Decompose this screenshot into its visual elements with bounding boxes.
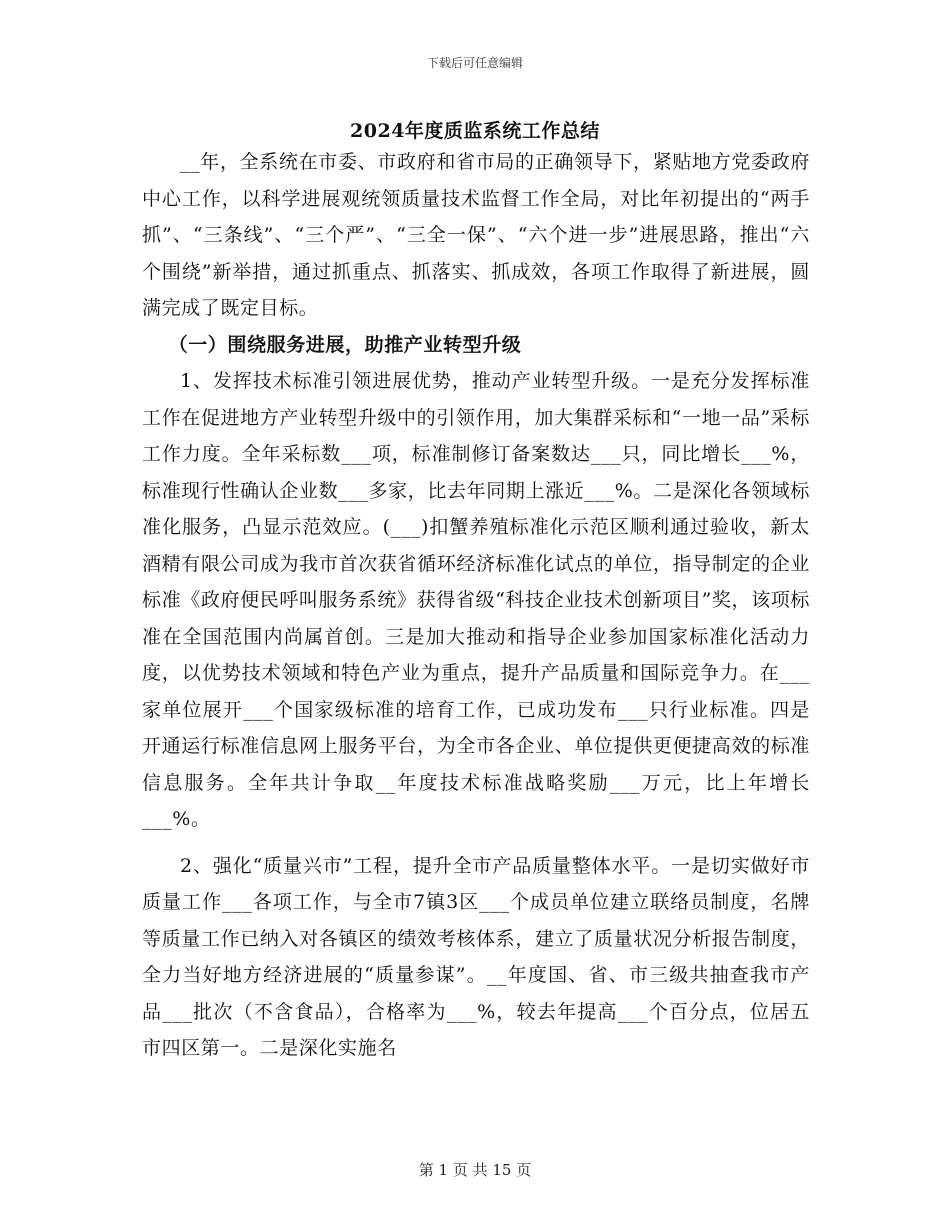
document-body (142, 144, 810, 1067)
section-heading: （一）围绕服务进展，助推产业转型升级 (168, 333, 522, 356)
body-paragraph-1: 1、发挥技术标准引领进展优势，推动产业转型升级。一是充分发挥标准工作在促进地方产业转型升级中的引领作用，加大集群采标和“一地一品”采标工作力度。全年采标数___项，标准制修订备案数达___只，同比增长___%，标准现行性确认企业数___多家，比去年同期上涨近___%。二是深化各领域标准化服务，凸显示范效应。(___)扣蟹养殖标准化示范区顺利通过验收，新太酒精有限公司成为我市首次获省循环经济标准化试点的单位，指导制定的企业标准《政府便民呼叫服务系统》获得省级“科技企业技术创新项目”奖，该项标准在全国范围内尚属首创。三是加大推动和指导企业参加国家标准化活动力度，以优势技术领域和特色产业为重点，提升产品质量和国际竞争力。在___家单位展开___个国家级标准的培育工作，已成功发布___只行业标准。四是开通运行标准信息网上服务平台，为全市各企业、单位提供更便捷高效的标准信息服务。全年共计争取__年度技术标准战略奖励___万元，比上年增长___%。 (142, 370, 810, 830)
document-title: 2024年度质监系统工作总结 (350, 120, 600, 142)
page-header-note: 下载后可任意编辑 (426, 56, 523, 70)
intro-paragraph: __年，全系统在市委、市政府和省市局的正确领导下，紧贴地方党委政府中心工作，以科学进展观统领质量技术监督工作全局，对比年初提出的“两手抓”、“三条线”、“三个严”、“三全一保”、“六个进一步”进展思路，推出“六个围绕”新举措，通过抓重点、抓落实、抓成效，各项工作取得了新进展，圆满完成了既定目标。 (142, 151, 810, 319)
page-number: 第 1 页 共 15 页 (418, 1161, 532, 1179)
body-paragraph-2: 2、强化“质量兴市”工程，提升全市产品质量整体水平。一是切实做好市质量工作___各项工作，与全市7镇3区___个成员单位建立联络员制度，名牌等质量工作已纳入对各镇区的绩效考核体系，建立了质量状况分析报告制度，全力当好地方经济进展的“质量参谋”。__年度国、省、市三级共抽查我市产品___批次（不含食品），合格率为___%，较去年提高___个百分点，位居五市四区第一。二是深化实施名 (142, 854, 810, 1059)
